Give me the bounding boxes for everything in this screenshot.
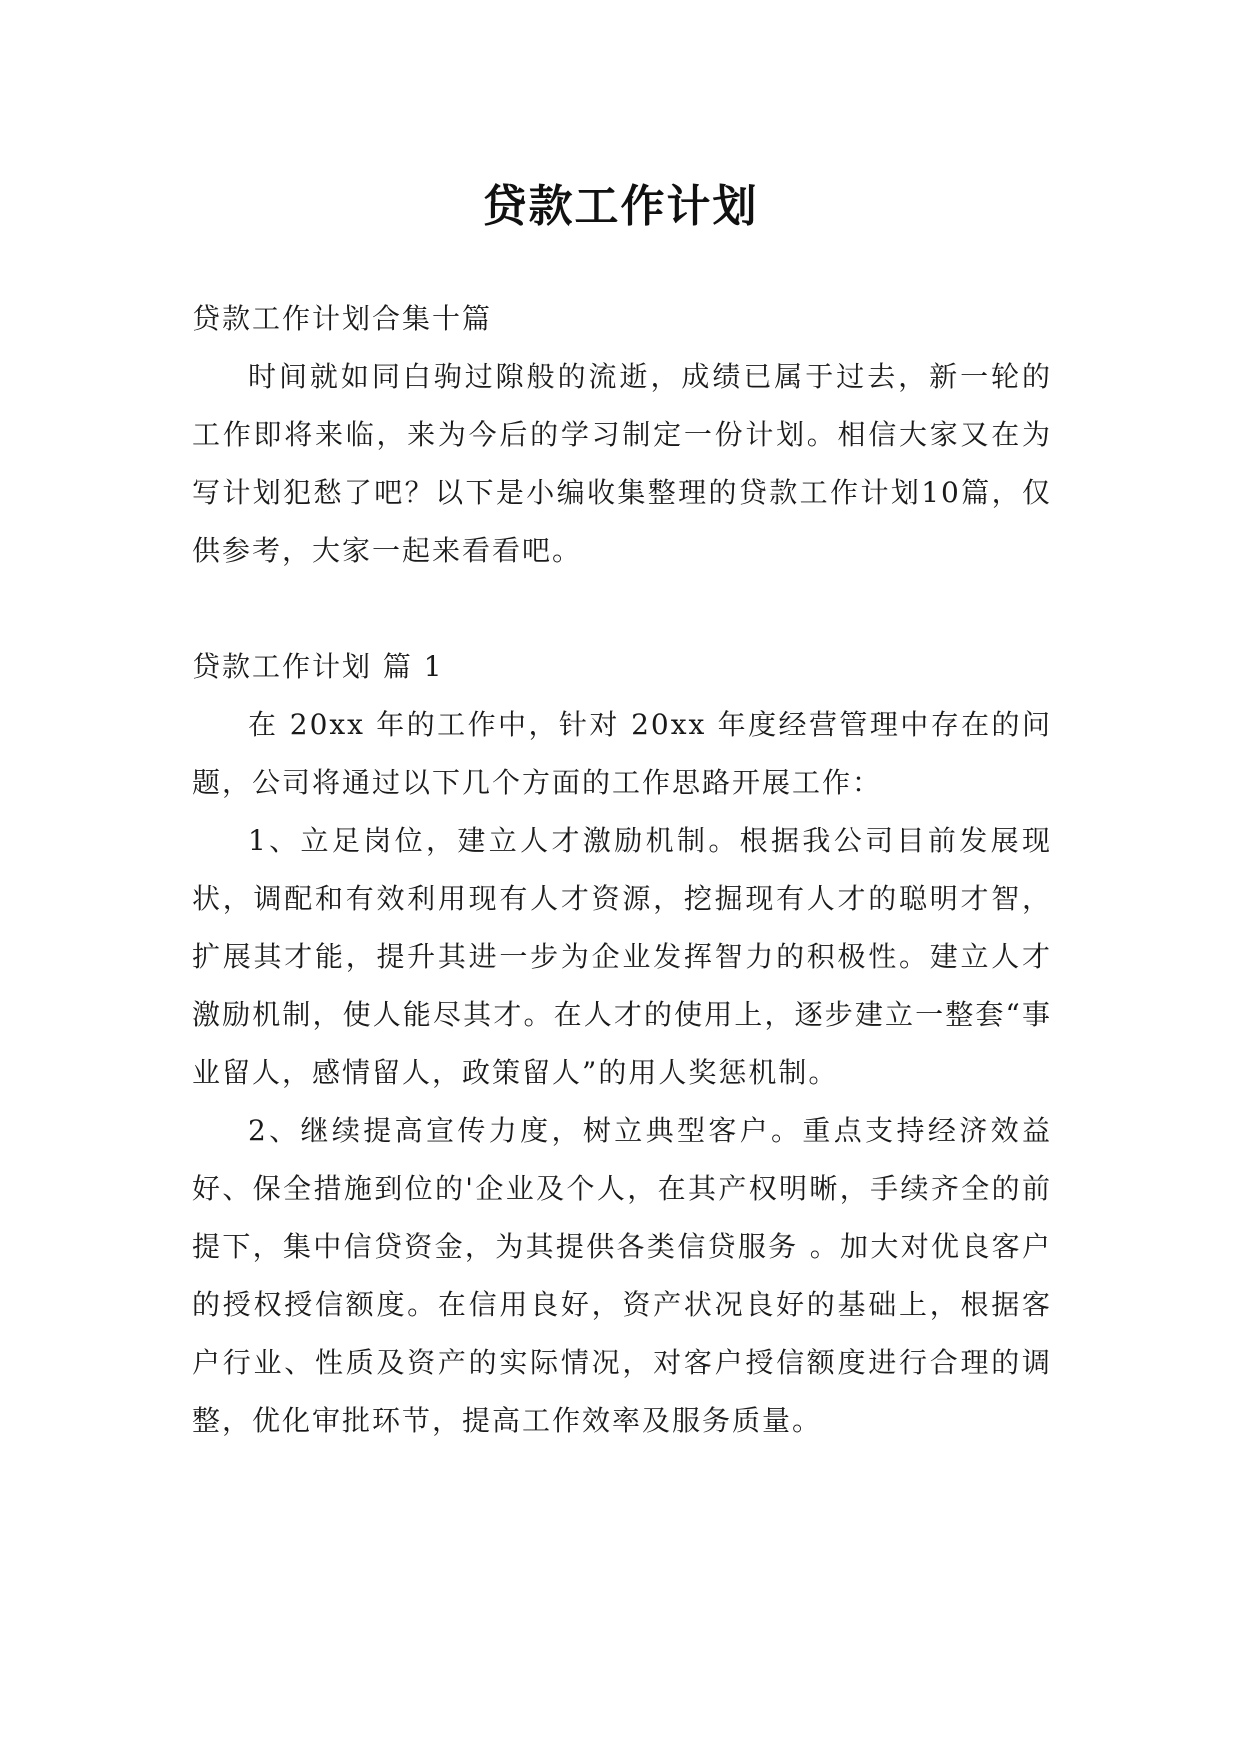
- body-paragraph: 在 20xx 年的工作中，针对 20xx 年度经营管理中存在的问题，公司将通过以下几个方面的工作思路开展工作：: [192, 708, 1052, 799]
- section-heading: 贷款工作计划 篇 1: [192, 650, 444, 683]
- body-paragraph: 1、立足岗位，建立人才激励机制。根据我公司目前发展现状，调配和有效利用现有人才资源，挖掘现有人才的聪明才智，扩展其才能，提升其进一步为企业发挥智力的积极性。建立人才激励机制，使人能尽其才。在人才的使用上，逐步建立一整套“事业留人，感情留人，政策留人”的用人奖惩机制。: [192, 824, 1052, 1089]
- body-paragraph: 2、继续提高宣传力度，树立典型客户。重点支持经济效益好、保全措施到位的'企业及个人，在其产权明晰，手续齐全的前提下，集中信贷资金，为其提供各类信贷服务 。加大对优良客户的授权授信额度。在信用良好，资产状况良好的基础上，根据客户行业、性质及资产的实际情况，对客户授信额度进行合理的调整，优化审批环节，提高工作效率及服务质量。: [192, 1114, 1052, 1437]
- document-title: 贷款工作计划: [482, 181, 759, 233]
- section-gap: [192, 580, 1052, 638]
- intro-paragraph: 时间就如同白驹过隙般的流逝，成绩已属于过去，新一轮的工作即将来临，来为今后的学习制定一份计划。相信大家又在为写计划犯愁了吧？以下是小编收集整理的贷款工作计划10篇，仅供参考，大家一起来看看吧。: [192, 360, 1052, 567]
- document-subtitle: 贷款工作计划合集十篇: [192, 302, 493, 335]
- document-body: [192, 290, 1052, 1450]
